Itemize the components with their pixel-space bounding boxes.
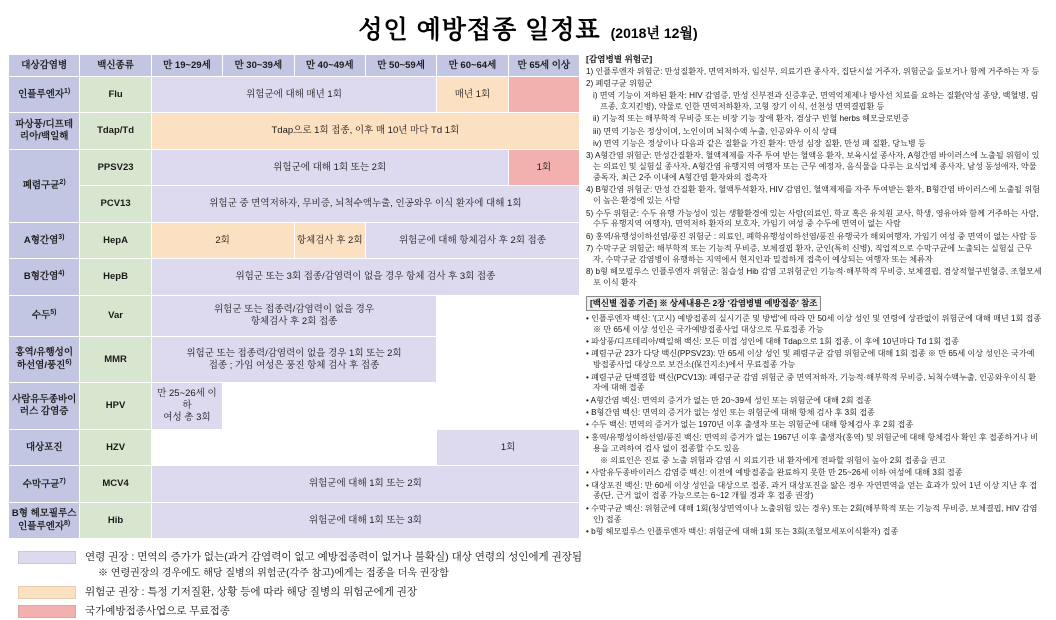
- disease-cell: 수막구균$^{7)}$: [9, 466, 80, 502]
- risk-item-2: 5) 수두 위험군: 수두 유행 가능성이 있는 생활환경에 있는 사람(의료인, 학교 혹은 유치원 교사, 학생, 영유아와 함께 거주하는 사람, 수두 유행지역 여행자), 면역저하 환자의 보호자, 가임기 여성 중 수두에 면역이 없는 사람: [586, 208, 1039, 229]
- risk-group-list: [586, 67, 1042, 90]
- schedule-cell: 1회: [437, 429, 580, 465]
- column-header-0: 대상감염병: [9, 55, 80, 77]
- table-row: [9, 149, 580, 185]
- table-body: [9, 77, 580, 539]
- legend: [18, 549, 1056, 619]
- criteria-item-4: • A형간염 백신: 면역의 증거가 없는 만 20~39세 성인 또는 위험군에 대해 2회 접종: [586, 395, 872, 405]
- criteria-item-2: • 폐렴구균 23가 다당 백신(PPSV23): 만 65세 이상 성인 및 폐렴구균 감염 위험군에 대해 1회 접종 ※ 만 65세 이상 성인은 국가예방접종사업 대상으로 보건소(保건지소)에서 무료접종 가능: [586, 349, 1035, 370]
- column-header-4: 만 40~49세: [294, 55, 365, 77]
- disease-cell: 대상포진: [9, 429, 80, 465]
- schedule-cell: 위험군 또는 접종력/감염력이 없을 경우 항체검사 후 2회 접종: [151, 295, 437, 336]
- pneumo-subitem-3: iv) 면역 기능은 정상이나 다음과 같은 질환을 가진 환자: 만성 심장 질환, 만성 폐 질환, 당뇨병 등: [593, 139, 926, 149]
- vaccine-cell: HPV: [80, 383, 151, 430]
- schedule-cell: 매년 1회: [437, 77, 508, 113]
- vaccine-cell: Var: [80, 295, 151, 336]
- vaccine-cell: MMR: [80, 336, 151, 382]
- legend-text-1: 위험군 권장 : 특정 기저질환, 상황 등에 따라 해당 질병의 위험군에게 권장: [85, 586, 418, 599]
- column-header-3: 만 30~39세: [223, 55, 294, 77]
- legend-row-1: [18, 584, 1056, 600]
- title-sub: (2018년 12월): [610, 25, 698, 41]
- column-header-1: 백신종류: [80, 55, 151, 77]
- schedule-cell: [223, 383, 580, 430]
- pneumo-subitem-1: ii) 기능적 또는 해부학적 무비증 또는 비장 기능 장애 환자, 겸상구 빈혈 herbs 헤모글로빈증: [593, 114, 910, 124]
- table-row: [9, 259, 580, 295]
- legend-swatch-orange: [18, 586, 76, 599]
- disease-cell: B형간염$^{4)}$: [9, 259, 80, 295]
- table-row: [9, 186, 580, 222]
- schedule-cell: 위험군에 대해 1회 또는 2회: [151, 149, 508, 185]
- table-row: [9, 336, 580, 382]
- pneumo-subitem-2: iii) 면역 기능은 정상이며, 노인이며 뇌척수액 누출, 인공와우 이식 상태: [593, 126, 837, 136]
- table-header-row: [9, 55, 580, 77]
- risk-item-0: 1) 인플루엔자 위험군: 만성질환자, 면역저하자, 임신부, 의료기관 종사자, 집단시설 거주자, 위험군을 돌보거나 함께 거주하는 자 등: [586, 66, 1040, 76]
- legend-subtext-0: ※ 연령권장의 경우에도 해당 질병의 위험군(각주 참고)에게는 접종을 더욱 권장함: [98, 567, 449, 579]
- criteria-item-3: • 폐렴구균 단백결합 백신(PCV13): 폐렴구균 감염 위험군 중 면역저하자, 기능적·해부학적 무비증, 뇌척수액누출, 인공와우이식 환자에 대해 접종: [586, 372, 1037, 393]
- table-row: [9, 383, 580, 430]
- vaccine-cell: MCV4: [80, 466, 151, 502]
- criteria-item-11: • b형 헤모필루스 인플루엔자 백신: 위험군에 대해 1회 또는 3회(조혈모세포이식환자) 접종: [586, 526, 899, 536]
- pneumococcal-subitems: [586, 91, 1042, 150]
- legend-row-2: [18, 603, 1056, 619]
- vaccine-cell: PPSV23: [80, 149, 151, 185]
- schedule-cell: 위험군 또는 접종력/감염력이 없을 경우 1회 또는 2회 접종 ; 가임 여성은 풍진 항체 검사 후 접종: [151, 336, 437, 382]
- table-row: [9, 295, 580, 336]
- schedule-cell: [437, 295, 580, 336]
- vaccine-cell: PCV13: [80, 186, 151, 222]
- disease-cell: 사람유두종바이러스 감염증: [9, 383, 80, 430]
- schedule-cell: 1회: [508, 149, 579, 185]
- risk-item-1: 2) 폐렴구균 위험군: [586, 78, 653, 88]
- disease-cell: 수두$^{5)}$: [9, 295, 80, 336]
- disease-cell: A형간염$^{3)}$: [9, 222, 80, 258]
- criteria-item-10: • 수막구균 백신: 위험군에 대해 1회(청상면역이나 노출위험 있는 경우) 또는 2회(해부학적 또는 기능적 무비증, 보체결핍, HIV 감염인) 접종: [586, 503, 1038, 524]
- criteria-item-5: • B형간염 백신: 면역의 증거가 없는 성인 또는 위험군에 대해 항체 검사 후 3회 접종: [586, 408, 875, 418]
- vaccination-schedule-table: [8, 54, 580, 539]
- table-row: [9, 466, 580, 502]
- schedule-cell: 위험군 또는 3회 접종/감염력이 없을 경우 항체 검사 후 3회 접종: [151, 259, 579, 295]
- column-header-2: 만 19~29세: [151, 55, 222, 77]
- criteria-item-8: • 사람유두종바이러스 감염증 백신: 이전에 예방접종을 완료하지 못한 만 25~26세 이하 여성에 대해 3회 접종: [586, 468, 963, 478]
- schedule-cell: [508, 77, 579, 113]
- risk-group-heading: [감염병별 위험군]: [586, 54, 653, 64]
- table-row: [9, 502, 580, 538]
- main-content: [0, 46, 1056, 539]
- schedule-cell: 위험군에 대해 항체검사 후 2회 접종: [365, 222, 579, 258]
- pneumo-subitem-0: i) 면역 기능이 저하된 환자: HIV 감염증, 만성 신부전과 신증후군, 면역억제제나 방사선 치료를 요하는 질환(악성 종양, 백혈병, 림프종, 호지킨병), 약물로 인한 면역저하환자, 고형 장기 이식, 선천성 면역결핍환 등: [593, 91, 1039, 112]
- criteria-item-9: • 대상포진 백신: 만 60세 이상 성인을 대상으로 접종, 과거 대상포진을 앓은 경우 자연면역을 얻는 효과가 있어 1년 이상 지난 후 접종(단, 근거 없이 접종 가능으로는 6~12 개월 경과 후 접종 권장): [586, 480, 1038, 501]
- table-row: [9, 113, 580, 149]
- risk-item-4: 7) 수막구균 위험군: 해부학적 또는 기능적 무비증, 보체결핍 환자, 군인(특히 신병), 직업적으로 수막구균에 노출되는 실험실 근무자, 수막구균 감염병이 유행하는 지역에서 현지인과 밀접하게 접촉이 예상되는 여행자 또는 체류자: [586, 244, 1033, 265]
- criteria-item-6: • 수두 백신: 면역의 증거가 없는 1970년 이후 출생자 또는 위험군에 대해 항체검사 후 2회 접종: [586, 420, 914, 430]
- criteria-item-1: • 파상풍/디프테리아/백일해 백신: 모든 미접 성인에 대해 Tdap으로 1회 접종, 이 후에 10년마다 Td 1회 접종: [586, 336, 959, 346]
- risk-item-0: 3) A형간염 위험군: 만성간질환자, 혈액제제를 자주 투여 받는 혈액응 환자, 보육시설 종사자, A형간염 바이러스에 노출될 위험이 있는 의료인 및 실험실 종사자, A형간염 유행지역 여행자 또는 근무 예정자, 음식물을 다루는 요식업체 종사자, 남성 동성애자, 약물중독자, 최근 2주 이내에 A형간염 환자와의 접촉자: [586, 151, 1040, 183]
- disease-cell: 인플루엔자$^{1)}$: [9, 77, 80, 113]
- column-header-7: 만 65세 이상: [508, 55, 579, 77]
- criteria-item-0: • 인플루엔자 백신: '(고시) 예방접종의 실시기준 및 방법'에 따라 만 50세 이상 성인 및 연령에 상관없이 위험군에 대해 매년 1회 접종 ※ 만 65세 이상 성인은 국가예방접종사업 대상으로 무료접종 가능: [586, 313, 1042, 334]
- column-header-6: 만 60~64세: [437, 55, 508, 77]
- table-row: [9, 77, 580, 113]
- table-row: [9, 429, 580, 465]
- table-row: [9, 222, 580, 258]
- disease-cell: 홍역/유행성이하선염/풍진$^{6)}$: [9, 336, 80, 382]
- schedule-cell: 2회: [151, 222, 294, 258]
- legend-text-0: 연령 권장 : 면역의 증가가 없는(과거 감염력이 없고 예방접종력이 없거나 불확실) 대상 연령의 성인에게 권장됨 ※ 연령권장의 경우에도 해당 질병의 위험군(각주 참고)에게는 접종을 더욱 권장함: [85, 549, 582, 581]
- vaccine-cell: HepA: [80, 222, 151, 258]
- table-header: [9, 55, 580, 77]
- schedule-cell: [437, 336, 580, 382]
- disease-cell: 폐렴구균$^{2)}$: [9, 149, 80, 222]
- disease-cell: B형 헤모필루스 인플루엔자$^{8)}$: [9, 502, 80, 538]
- risk-item-3: 6) 홍역/유행성이하선염/풍진 위험군 : 의료인, 폐학유행성이하선염/풍진 유행국가 해외여행자, 가임기 여성 중 면역이 없는 사람 등: [586, 231, 1037, 241]
- vaccine-cell: HepB: [80, 259, 151, 295]
- schedule-cell: 위험군에 대해 매년 1회: [151, 77, 437, 113]
- criteria-heading: [백신별 접종 기준] ※ 상세내용은 2장 '감염병별 예방접종' 참조: [586, 296, 821, 311]
- schedule-cell: 위험군 중 면역저하자, 무비증, 뇌척수액누출, 인공와우 이식 환자에 대해 1회: [151, 186, 579, 222]
- notes-panel: [586, 54, 1042, 539]
- legend-row-0: [18, 549, 1056, 581]
- risk-item-5: 8) b형 헤모필루스 인플루엔자 위험군: 침습성 Hib 감염 고위험군인 기능적·해부학적 무비증, 보체결핍, 겸상적혈구빈혈증, 조혈모세포 이식 환자: [586, 267, 1042, 288]
- page-title: [0, 0, 1056, 46]
- vaccine-cell: Tdap/Td: [80, 113, 151, 149]
- schedule-cell: 항체검사 후 2회: [294, 222, 365, 258]
- schedule-cell: Tdap으로 1회 접종, 이후 매 10년 마다 Td 1회: [151, 113, 579, 149]
- vaccine-cell: HZV: [80, 429, 151, 465]
- criteria-list: [586, 314, 1042, 538]
- risk-group-rest: [586, 151, 1042, 289]
- legend-swatch-red: [18, 605, 76, 618]
- schedule-cell: [151, 429, 437, 465]
- criteria-note: ※ 의료인은 진료 중 노출 위험과 감염 시 의료기관 내 환자에게 전파할 위험이 높아 2회 접종을 권고: [600, 455, 946, 465]
- legend-text-2: 국가예방접종사업으로 무료접종: [85, 605, 230, 618]
- column-header-5: 만 50~59세: [365, 55, 436, 77]
- vaccine-cell: Flu: [80, 77, 151, 113]
- schedule-cell: 만 25~26세 이하 여성 총 3회: [151, 383, 222, 430]
- title-main: 성인 예방접종 일정표: [358, 16, 601, 44]
- disease-cell: 파상풍/디프테리아/백일해: [9, 113, 80, 149]
- legend-swatch-purple: [18, 551, 76, 564]
- schedule-cell: 위험군에 대해 1회 또는 3회: [151, 502, 579, 538]
- vaccine-cell: Hib: [80, 502, 151, 538]
- criteria-item-7: • 홍역/유행성이하선염/풍진 백신: 면역의 증거가 없는 1967년 이후 출생자(홍역) 및 위험군에 대해 항체검사 확인 후 접종하거나 비용을 고려하여 검사 없이 접종할 수도 있음: [586, 432, 1039, 453]
- risk-item-1: 4) B형간염 위험군: 만성 간질환 환자, 혈액투석환자, HIV 감염인, 혈액제제를 자주 투여받는 환자, B형간염 바이러스에 노출될 위험이 높은 환경에 있는 사람: [586, 185, 1041, 206]
- schedule-cell: 위험군에 대해 1회 또는 2회: [151, 466, 579, 502]
